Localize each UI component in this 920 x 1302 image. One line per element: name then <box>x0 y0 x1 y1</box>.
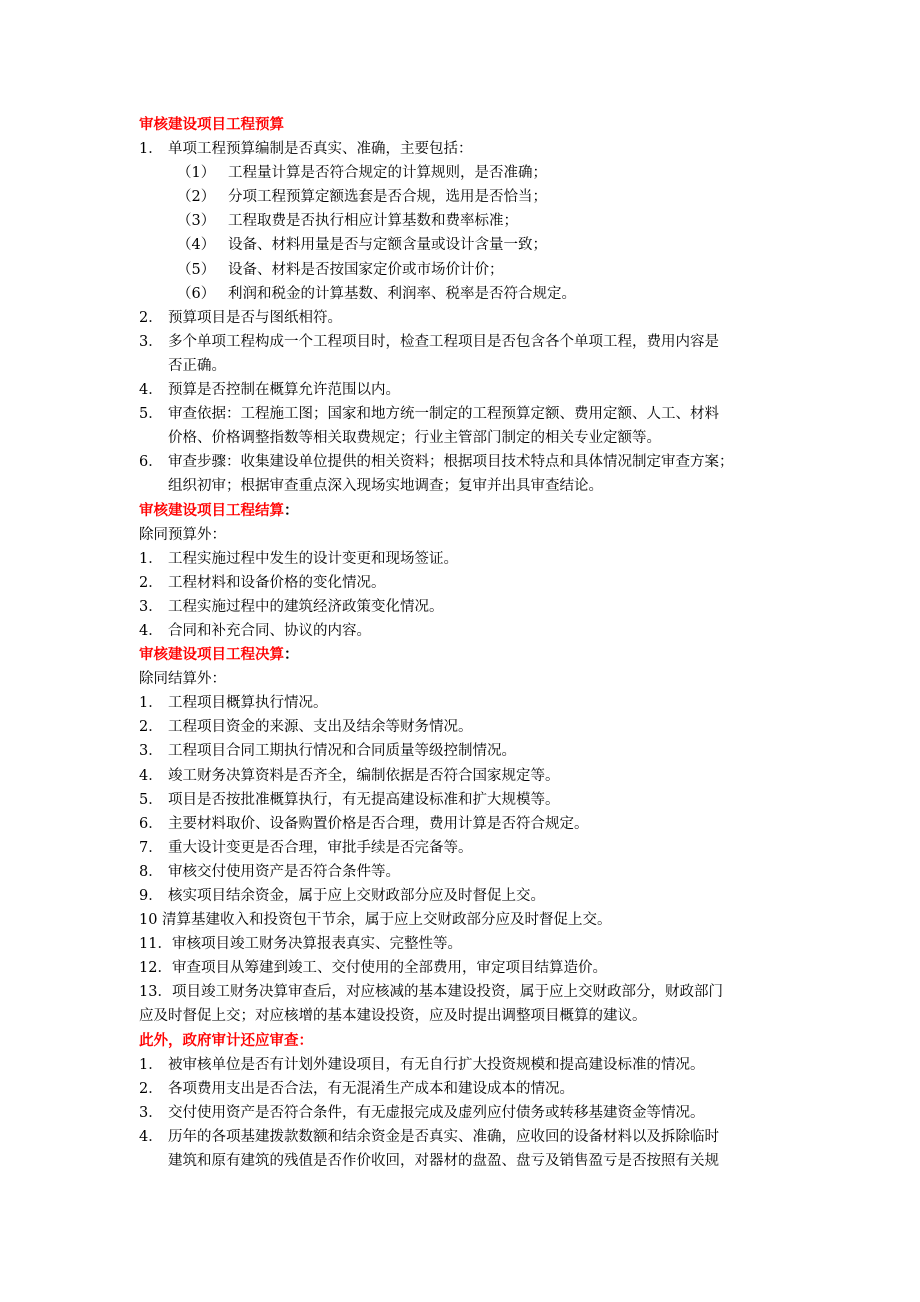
list-item-text: 项目是否按批准概算执行，有无提高建设标准和扩大规模等。 <box>168 791 560 808</box>
list-item-text: 工程项目资金的来源、支出及结余等财务情况。 <box>168 719 473 736</box>
list-item <box>139 764 789 788</box>
sub-list-item <box>139 185 789 209</box>
section-heading <box>139 499 789 523</box>
list-item: 11．审核项目竣工财务决算报表真实、完整性等。 <box>139 936 462 953</box>
sub-item-number: （3） <box>177 213 216 230</box>
list-item-continuation: 否正确。 <box>168 357 226 374</box>
sub-item-text: 分项工程预算定额选套是否合规，选用是否恰当； <box>228 189 547 206</box>
list-item <box>139 788 789 812</box>
section-heading-text: 此外，政府审计还应审查： <box>139 1031 313 1049</box>
list-item-continuation: 建筑和原有建筑的残值是否作价收回，对器材的盘盈、盘亏及销售盈亏是否按照有关规 <box>168 1153 719 1170</box>
sub-item-number: （5） <box>177 261 216 278</box>
sub-list-item <box>139 161 789 185</box>
sub-list-item <box>139 209 789 233</box>
list-item <box>139 739 789 763</box>
sub-item-number: （1） <box>177 165 216 182</box>
section-intro: 除同结算外： <box>139 671 226 688</box>
list-item-text: 审查步骤：收集建设单位提供的相关资料；根据项目技术特点和具体情况制定审查方案； <box>168 454 734 471</box>
list-item-number: 2． <box>139 574 163 591</box>
list-item <box>139 450 789 498</box>
list-item-text: 竣工财务决算资料是否齐全，编制依据是否符合国家规定等。 <box>168 767 560 784</box>
list-item <box>139 715 789 739</box>
list-item-text: 审核交付使用资产是否符合条件等。 <box>168 863 400 880</box>
list-item-number: 4． <box>139 1128 163 1145</box>
list-item-text: 单项工程预算编制是否真实、准确，主要包括： <box>168 141 473 158</box>
sub-list-item <box>139 258 789 282</box>
section-heading-colon: ： <box>284 501 299 519</box>
list-item-text: 审查依据：工程施工图；国家和地方统一制定的工程预算定额、费用定额、人工、材料 <box>168 406 719 423</box>
list-item-text: 工程实施过程中的建筑经济政策变化情况。 <box>168 598 444 615</box>
list-item-number: 4． <box>139 382 163 399</box>
list-item-text: 重大设计变更是否合理，审批手续是否完备等。 <box>168 839 473 856</box>
list-item-number: 9． <box>139 888 163 904</box>
list-item <box>139 860 789 884</box>
section-heading <box>139 113 789 137</box>
list-item-text: 核实项目结余资金，属于应上交财政部分应及时督促上交。 <box>168 888 545 904</box>
list-item <box>139 812 789 836</box>
list-item-text: 合同和补充合同、协议的内容。 <box>168 622 371 639</box>
list-item-continuation: 组织初审；根据审查重点深入现场实地调查；复审并出具审查结论。 <box>168 478 603 495</box>
section-heading-text: 审核建设项目工程决算 <box>139 646 284 664</box>
sub-item-text: 利润和税金的计算基数、利润率、税率是否符合规定。 <box>228 285 576 302</box>
list-item-text: 被审核单位是否有计划外建设项目，有无自行扩大投资规模和提高建设标准的情况。 <box>168 1056 705 1073</box>
list-item-continuation: 价格、价格调整指数等相关取费规定；行业主管部门制定的相关专业定额等。 <box>168 430 661 447</box>
list-item-number: 5． <box>139 791 163 808</box>
list-item-number: 3． <box>139 1104 163 1121</box>
list-item-number: 2． <box>139 719 163 736</box>
sub-item-number: （6） <box>177 285 216 302</box>
list-item-text: 工程实施过程中发生的设计变更和现场签证。 <box>168 550 458 567</box>
list-item-text: 主要材料取价、设备购置价格是否合理，费用计算是否符合规定。 <box>168 815 589 832</box>
list-item <box>139 691 789 715</box>
sub-list-item <box>139 233 789 257</box>
list-item: 13．项目竣工财务决算审查后，对应核减的基本建设投资，属于应上交财政部分，财政部门 <box>139 984 723 1001</box>
list-item-number: 8． <box>139 863 163 880</box>
list-item-number: 1． <box>139 1056 163 1073</box>
list-item-text: 历年的各项基建拨款数额和结余资金是否真实、准确，应收回的设备材料以及拆除临时 <box>168 1128 719 1145</box>
list-item <box>139 1101 789 1125</box>
sub-item-text: 设备、材料用量是否与定额含量或设计含量一致； <box>228 237 547 254</box>
section-heading <box>139 643 789 667</box>
section-heading-colon: ： <box>284 646 299 664</box>
list-item-text: 工程材料和设备价格的变化情况。 <box>168 574 386 591</box>
list-item <box>139 137 789 161</box>
list-item <box>139 306 789 330</box>
list-item <box>139 571 789 595</box>
list-item-text: 工程项目概算执行情况。 <box>168 695 328 712</box>
list-item <box>139 1053 789 1077</box>
list-item-number: 4． <box>139 622 163 639</box>
sub-item-number: （4） <box>177 237 216 254</box>
list-item-number: 2． <box>139 1080 163 1097</box>
list-item <box>139 595 789 619</box>
list-item-number: 2． <box>139 309 163 326</box>
list-item-number: 4． <box>139 767 163 784</box>
list-item-text: 各项费用支出是否合法，有无混淆生产成本和建设成本的情况。 <box>168 1080 574 1097</box>
sub-list-item <box>139 282 789 306</box>
sub-item-text: 工程量计算是否符合规定的计算规则，是否准确； <box>228 165 547 182</box>
list-item <box>139 1077 789 1101</box>
section-heading-text: 审核建设项目工程预算 <box>139 116 284 133</box>
list-item-number: 1． <box>139 550 163 567</box>
list-item <box>139 402 789 450</box>
list-item: 12．审查项目从筹建到竣工、交付使用的全部费用，审定项目结算造价。 <box>139 960 607 977</box>
document-body <box>139 113 789 1173</box>
list-item-text: 多个单项工程构成一个工程项目时，检查工程项目是否包含各个单项工程，费用内容是 <box>168 333 719 350</box>
list-item-number: 3． <box>139 743 163 760</box>
section-intro: 除同预算外： <box>139 526 226 543</box>
list-item-text: 预算是否控制在概算允许范围以内。 <box>168 382 400 399</box>
list-item <box>139 378 789 402</box>
list-item-text: 预算项目是否与图纸相符。 <box>168 309 342 326</box>
list-item <box>139 330 789 378</box>
sub-item-number: （2） <box>177 189 216 206</box>
list-item: 10 清算基建收入和投资包干节余，属于应上交财政部分应及时督促上交。 <box>139 912 612 929</box>
list-item-number: 3． <box>139 598 163 615</box>
list-item-number: 3． <box>139 333 163 350</box>
sub-item-text: 设备、材料是否按国家定价或市场价计价； <box>228 261 504 278</box>
list-item-text: 工程项目合同工期执行情况和合同质量等级控制情况。 <box>168 743 516 760</box>
list-item-number: 6． <box>139 454 163 471</box>
list-item <box>139 1125 789 1173</box>
list-item <box>139 619 789 643</box>
list-item-number: 1． <box>139 141 163 158</box>
section-heading-text: 审核建设项目工程结算 <box>139 501 284 519</box>
list-item-number: 5． <box>139 406 163 423</box>
list-item-text: 交付使用资产是否符合条件，有无虚报完成及虚列应付债务或转移基建资金等情况。 <box>168 1104 705 1121</box>
section-heading <box>139 1029 789 1053</box>
sub-item-text: 工程取费是否执行相应计算基数和费率标准； <box>228 213 518 230</box>
list-item-number: 6． <box>139 815 163 832</box>
list-item-number: 7． <box>139 839 163 856</box>
list-item <box>139 836 789 860</box>
list-item-continuation: 应及时督促上交；对应核增的基本建设投资，应及时提出调整项目概算的建议。 <box>139 1008 647 1025</box>
list-item <box>139 547 789 571</box>
list-item <box>139 884 789 908</box>
list-item-number: 1． <box>139 695 163 712</box>
